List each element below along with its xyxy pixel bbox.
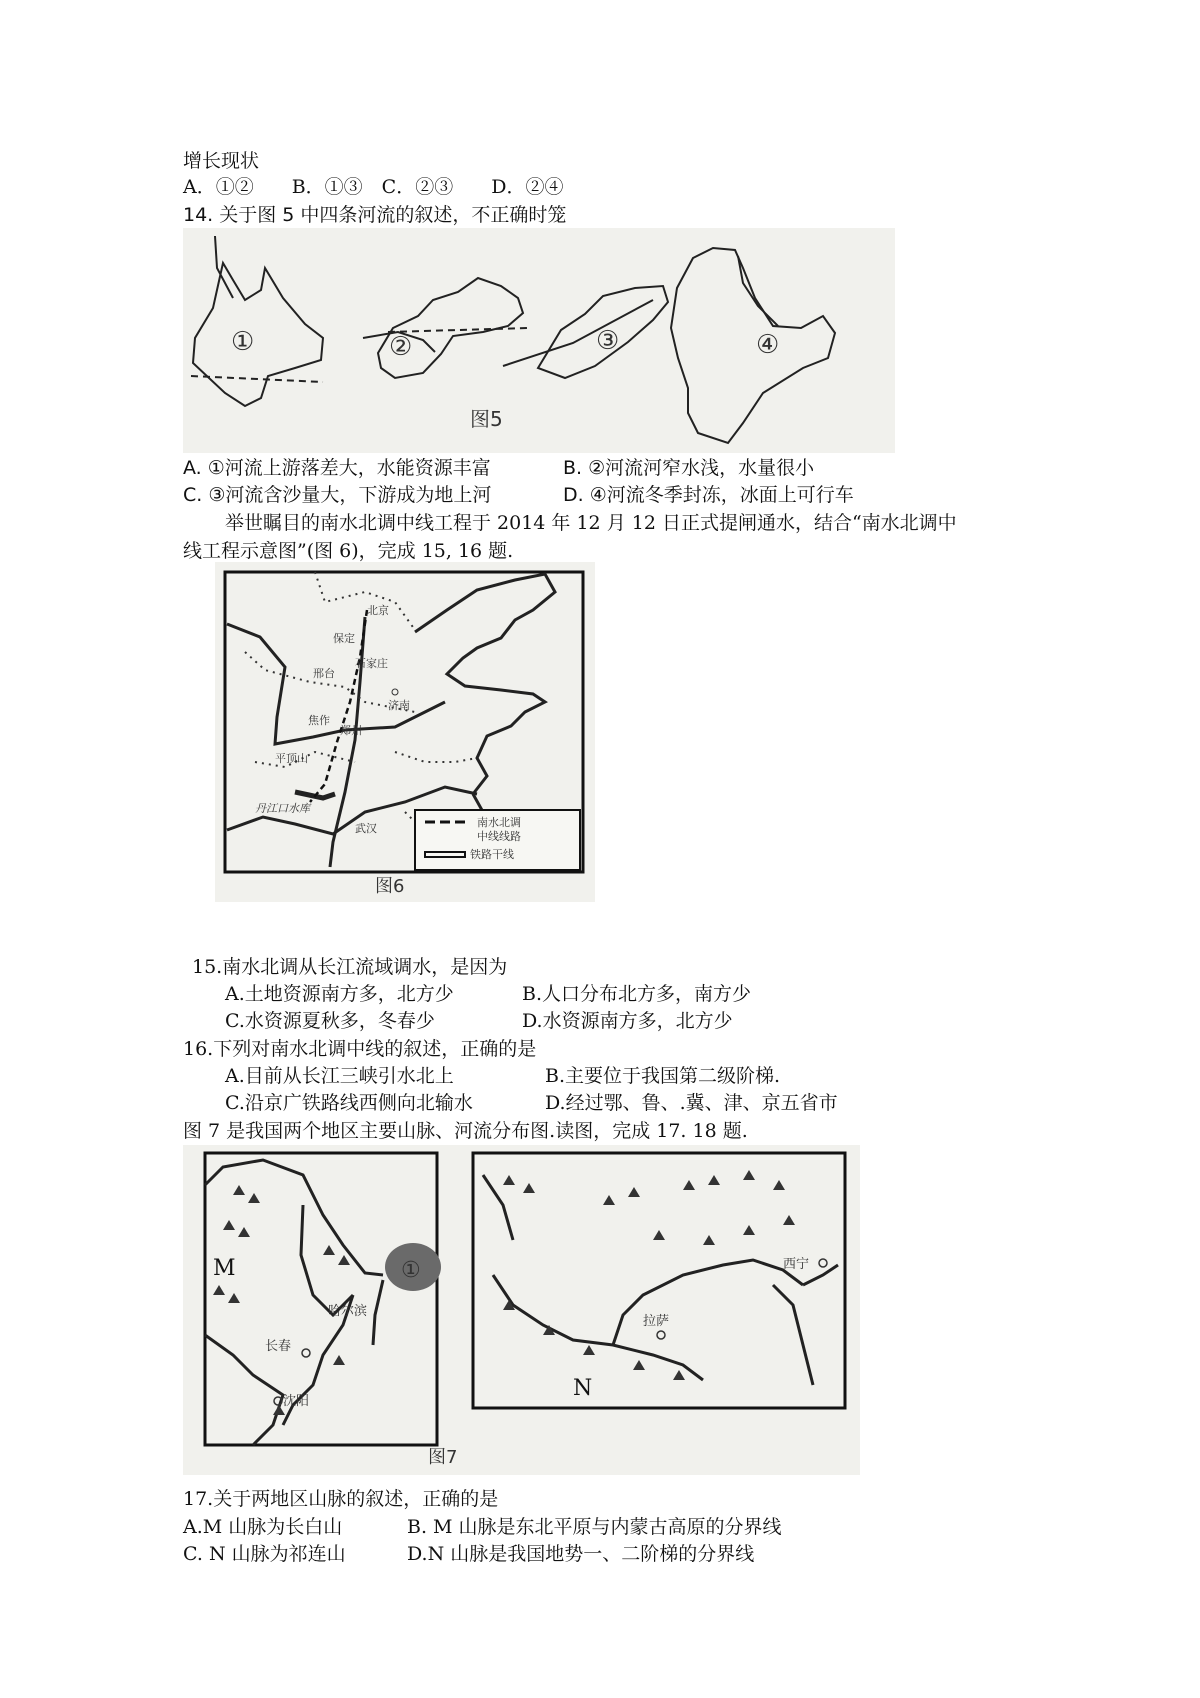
q15-option-a: A.土地资源南方多，北方少 [225, 983, 454, 1005]
intro-15-16-line2: 线工程示意图”(图 6)，完成 15, 16 题. [183, 540, 514, 562]
intro-15-16-line1: 举世瞩目的南水北调中线工程于 2014 年 12 月 12 日正式提闸通水，结合“南水北调中 [225, 512, 957, 534]
fig7-marker-1: ① [401, 1258, 421, 1283]
fig7-mountain-m: M [213, 1256, 236, 1281]
q13-tail: 增长现状 [183, 150, 260, 172]
q17-option-b: B. M 山脉是东北平原与内蒙古高原的分界线 [407, 1516, 782, 1538]
fig7-city-lasa: 拉萨 [643, 1314, 670, 1329]
fig6-city-jinan: 济南 [388, 699, 410, 712]
fig6-city-baoding: 保定 [333, 632, 355, 645]
q15-stem: 15.南水北调从长江流域调水，是因为 [192, 956, 508, 978]
q16-option-d: D.经过鄂、鲁、.冀、津、京五省市 [545, 1092, 838, 1114]
fig5-marker-4: ④ [756, 330, 780, 360]
q13-options: A．①② B．①③ C．②③ D．②④ [183, 176, 564, 198]
q16-option-a: A.目前从长江三峡引水北上 [225, 1065, 454, 1087]
q15-option-c: C.水资源夏秋多，冬春少 [225, 1010, 435, 1032]
figure-6 [215, 562, 595, 902]
fig6-city-xingtai: 邢台 [313, 667, 335, 680]
q15-option-d: D.水资源南方多，北方少 [522, 1010, 733, 1032]
q14-option-c: C. ③河流含沙量大，下游成为地上河 [183, 484, 492, 506]
q16-option-b: B.主要位于我国第二级阶梯. [545, 1065, 781, 1087]
fig5-label: 图5 [470, 407, 503, 431]
fig7-city-shenyang: 沈阳 [283, 1394, 310, 1409]
fig5-marker-2: ② [389, 332, 413, 362]
fig7-mountain-n: N [573, 1376, 593, 1401]
fig6-city-wuhan: 武汉 [355, 822, 377, 835]
q17-option-d: D.N 山脉是我国地势一、二阶梯的分界线 [407, 1543, 755, 1565]
fig6-city-beijing: 北京 [367, 604, 389, 617]
fig7-city-haerbin: 哈尔滨 [328, 1304, 368, 1319]
fig6-legend-route-l2: 中线线路 [477, 830, 521, 843]
fig5-marker-3: ③ [596, 326, 620, 356]
fig7-city-changchun: 长春 [265, 1339, 292, 1354]
fig6-city-jiaozuo: 焦作 [308, 714, 330, 727]
fig7-city-xining: 西宁 [783, 1257, 810, 1272]
fig6-reservoir: 丹江口水库 [255, 802, 310, 815]
q16-option-c: C.沿京广铁路线西侧向北输水 [225, 1092, 473, 1114]
figure-7 [183, 1145, 860, 1475]
q14-option-d: D. ④河流冬季封冻，冰面上可行车 [563, 484, 854, 506]
q14-option-a: A. ①河流上游落差大，水能资源丰富 [183, 457, 491, 479]
q17-option-a: A.M 山脉为长白山 [183, 1516, 343, 1538]
fig6-legend-route-l1: 南水北调 [477, 816, 521, 829]
fig6-city-pingdingshan: 平顶山 [275, 752, 308, 765]
fig7-label: 图7 [428, 1447, 458, 1468]
fig6-city-shijiazhuang: 石家庄 [355, 657, 388, 670]
q16-stem: 16.下列对南水北调中线的叙述，正确的是 [183, 1038, 537, 1060]
q17-option-c: C. N 山脉为祁连山 [183, 1543, 346, 1565]
q15-option-b: B.人口分布北方多，南方少 [522, 983, 752, 1005]
figure-5 [183, 228, 895, 453]
intro-17-18: 图 7 是我国两个地区主要山脉、河流分布图.读图，完成 17. 18 题. [183, 1120, 748, 1142]
fig6-city-zhengzhou: 郑州 [340, 724, 362, 737]
fig6-legend-rail: 铁路干线 [470, 848, 514, 861]
q14-option-b: B. ②河流河窄水浅，水量很小 [563, 457, 815, 479]
fig5-marker-1: ① [231, 327, 255, 357]
q17-stem: 17.关于两地区山脉的叙述，正确的是 [183, 1488, 499, 1510]
q14-stem: 14. 关于图 5 中四条河流的叙述，不正确时笼 [183, 204, 567, 226]
fig6-label: 图6 [375, 876, 405, 897]
